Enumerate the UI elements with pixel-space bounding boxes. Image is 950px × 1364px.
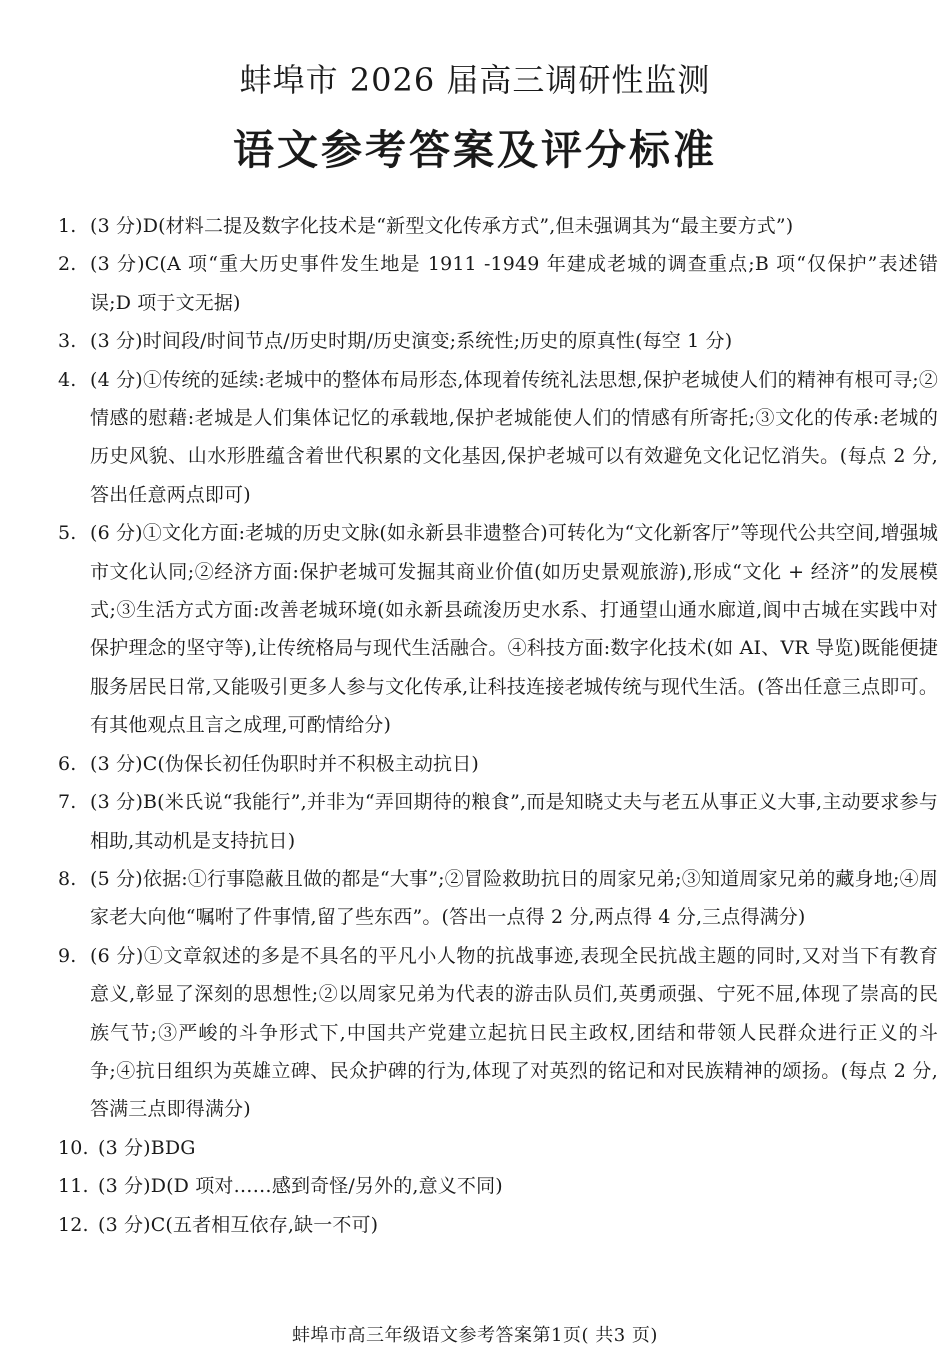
answer-text: (3 分)B(米氏说“我能行”,并非为“弄回期待的粮食”,而是知晓丈夫与老五从事正义大事,主动要求参与相助,其动机是支持抗日) (90, 791, 938, 852)
answer-number: 10. (58, 1136, 89, 1159)
answer-text: (3 分)BDG (98, 1136, 196, 1159)
answer-item-11 (58, 1167, 938, 1205)
answer-item-4 (58, 361, 938, 515)
answer-text: (3 分)D(材料二提及数字化技术是“新型文化传承方式”,但未强调其为“最主要方式”) (90, 215, 794, 237)
answer-number: 11. (58, 1175, 89, 1198)
answer-text: (6 分)①文章叙述的多是不具名的平凡小人物的抗战事迹,表现全民抗战主题的同时,又对当下有教育意义,彰显了深刻的思想性;②以周家兄弟为代表的游击队员们,英勇顽强、宁死不屈,体现了崇高的民族气节;③严峻的斗争形式下,中国共产党建立起抗日民主政权,团结和带领人民群众进行正义的斗争;④抗日组织为英雄立碑、民众护碑的行为,体现了对英烈的铭记和对民族精神的颂扬。(每点 2 分,答满三点即得满分) (90, 944, 938, 1121)
answer-text: (3 分)C(伪保长初任伪职时并不积极主动抗日) (90, 752, 479, 775)
answer-item-5 (58, 514, 938, 744)
answer-item-3 (58, 322, 938, 360)
answer-text: (3 分)C(A 项“重大历史事件发生地是 1911 -1949 年建成老城的调查重点;B 项“仅保护”表述错误;D 项于文无据) (90, 253, 938, 314)
answer-text: (5 分)依据:①行事隐蔽且做的都是“大事”;②冒险救助抗日的周家兄弟;③知道周家兄弟的藏身地;④周家老大向他“嘱咐了件事情,留了些东西”。(答出一点得 2 分,两点得 4 分,三点得满分) (90, 867, 938, 929)
answer-text: (6 分)①文化方面:老城的历史文脉(如永新县非遗整合)可转化为“文化新客厅”等现代公共空间,增强城市文化认同;②经济方面:保护老城可发掘其商业价值(如历史景观旅游),形成“文化 + 经济”的发展模式;③生活方式方面:改善老城环境(如永新县疏浚历史水系、打通望山通水廊道,阆中古城在实践中对保护理念的坚守等),让传统格局与现代生活融合。④科技方面:数字化技术(如 AI、VR 导览)既能便捷服务居民日常,又能吸引更多人参与文化传承,让科技连接老城传统与现代生活。(答出任意三点即可。有其他观点且言之成理,可酌情给分) (90, 522, 938, 737)
answer-number: 3. (58, 330, 77, 353)
answer-item-8 (58, 860, 938, 937)
page-footer: 蚌埠市高三年级语文参考答案第1页( 共3 页) (292, 1325, 658, 1346)
answer-item-12 (58, 1206, 938, 1244)
answer-item-10 (58, 1129, 938, 1167)
answer-text: (3 分)D(D 项对……感到奇怪/另外的,意义不同) (98, 1175, 503, 1198)
answer-number: 6. (58, 752, 77, 775)
answer-item-6 (58, 745, 938, 783)
page-title: 蚌埠市 2026 届高三调研性监测 (239, 61, 711, 99)
answer-number: 2. (58, 253, 77, 276)
page-subtitle: 语文参考答案及评分标准 (233, 126, 717, 174)
answer-number: 4. (58, 368, 77, 391)
answer-text: (3 分)时间段/时间节点/历史时期/历史演变;系统性;历史的原真性(每空 1 分) (90, 330, 733, 353)
answer-number: 12. (58, 1213, 89, 1236)
answer-list (58, 207, 938, 1244)
answer-number: 1. (58, 215, 77, 237)
answer-item-1 (58, 207, 938, 245)
answer-item-9 (58, 937, 938, 1129)
answer-item-2 (58, 245, 938, 322)
answer-number: 8. (58, 867, 77, 890)
answer-number: 9. (58, 944, 77, 967)
answer-text: (4 分)①传统的延续:老城中的整体布局形态,体现着传统礼法思想,保护老城使人们的精神有根可寻;②情感的慰藉:老城是人们集体记忆的承载地,保护老城能使人们的情感有所寄托;③文化的传承:老城的历史风貌、山水形胜蕴含着世代积累的文化基因,保护老城可以有效避免文化记忆消失。(每点 2 分,答出任意两点即可) (90, 368, 938, 506)
answer-text: (3 分)C(五者相互依存,缺一不可) (98, 1213, 379, 1236)
answer-number: 7. (58, 791, 77, 814)
answer-item-7 (58, 783, 938, 860)
answer-number: 5. (58, 522, 77, 545)
